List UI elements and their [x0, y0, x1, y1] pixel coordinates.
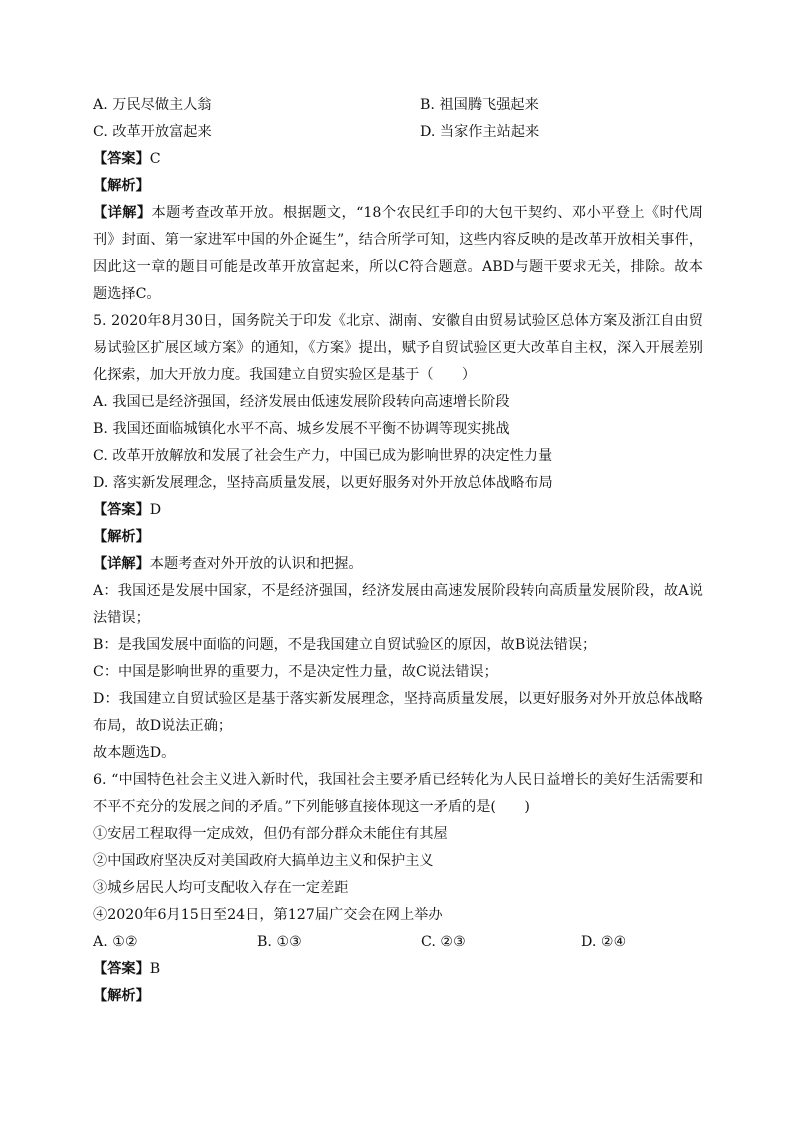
- q4-answer: [93, 146, 703, 173]
- q5-option-b: B. 我国还面临城镇化水平不高、城乡发展不平衡不协调等现实挑战: [93, 421, 510, 437]
- q5-stem: 5. 2020年8月30日，国务院关于印发《北京、湖南、安徽自由贸易试验区总体方案及浙江自由贸易试验区扩展区域方案》的通知，《方案》提出，赋予自贸试验区更大改革自主权，深入开展差别化探索，加大开放力度。我国建立自贸实验区是基于（ ）: [93, 313, 703, 383]
- q6-answer-tag: 【答案】: [93, 961, 150, 977]
- q4-option-c: C. 改革开放富起来: [93, 124, 212, 140]
- q4-options-row-1: [93, 92, 703, 119]
- q4-detail: [93, 200, 703, 308]
- q5-detail-tag: 【详解】: [93, 556, 150, 572]
- q5-answer: [93, 497, 703, 524]
- q6-item-1: ①安居工程取得一定成效，但仍有部分群众未能住有其屋: [93, 826, 448, 842]
- q6-answer-value: B: [149, 961, 161, 977]
- q6-analysis-tag: 【解析】: [93, 988, 150, 1004]
- q4-detail-tag: 【详解】: [93, 205, 152, 221]
- q6-option-b: B. ①③: [257, 934, 302, 950]
- q5-detail: [93, 551, 703, 578]
- q4-analysis-heading: [93, 173, 703, 200]
- q4-answer-value: C: [149, 151, 161, 167]
- q4-options-row-2: [93, 119, 703, 146]
- q5-analysis-a: A：我国还是发展中国家，不是经济强国，经济发展由高速发展阶段转向高质量发展阶段，故A说法错误；: [93, 583, 703, 626]
- q5-analysis-tag: 【解析】: [93, 529, 150, 545]
- q6-option-c: C. ②③: [421, 934, 466, 950]
- q5-analysis-c: C：中国是影响世界的重要力，不是决定性力量，故C说法错误；: [93, 664, 498, 680]
- q6-options-row: [93, 929, 703, 956]
- q5-option-d: D. 落实新发展理念，坚持高质量发展，以更好服务对外开放总体战略布局: [93, 475, 553, 491]
- document-page: [93, 92, 703, 1010]
- q5-option-a: A. 我国已是经济强国，经济发展由低速发展阶段转向高速增长阶段: [93, 394, 510, 410]
- q5-answer-tag: 【答案】: [93, 502, 150, 518]
- q5-conclusion: 故本题选D。: [93, 745, 176, 761]
- q5-analysis-b: B：是我国发展中面临的问题，不是我国建立自贸试验区的原因，故B说法错误；: [93, 637, 597, 653]
- q4-option-b: B. 祖国腾飞强起来: [420, 97, 539, 113]
- q4-option-d: D. 当家作主站起来: [420, 124, 540, 140]
- q4-detail-text: 本题考查改革开放。根据题文，“18个农民红手印的大包干契约、邓小平登上《时代周刊》封面、第一家进军中国的外企诞生”，结合所学可知，这些内容反映的是改革开放相关事件，因此这一章的题目可能是改革开放富起来，所以C符合题意。ABD与题干要求无关，排除。故本题选择C。: [93, 205, 703, 302]
- q4-answer-tag: 【答案】: [93, 151, 150, 167]
- q5-analysis-d: D：我国建立自贸试验区是基于落实新发展理念，坚持高质量发展，以更好服务对外开放总体战略布局，故D说法正确；: [93, 691, 703, 734]
- q6-item-4: ④2020年6月15日至24日，第127届广交会在网上举办: [93, 907, 443, 923]
- q4-option-a: A. 万民尽做主人翁: [93, 97, 212, 113]
- q6-item-2: ②中国政府坚决反对美国政府大搞单边主义和保护主义: [93, 853, 434, 869]
- q6-analysis-heading: [93, 983, 703, 1010]
- q6-answer: [93, 956, 703, 983]
- q6-option-a: A. ①②: [93, 934, 138, 950]
- q5-answer-value: D: [149, 502, 162, 518]
- q5-analysis-heading: [93, 524, 703, 551]
- q6-option-d: D. ②④: [581, 934, 627, 950]
- q5-option-c: C. 改革开放解放和发展了社会生产力，中国已成为影响世界的决定性力量: [93, 448, 553, 464]
- q6-item-3: ③城乡居民人均可支配收入存在一定差距: [93, 880, 349, 896]
- q6-stem: 6. “中国特色社会主义进入新时代，我国社会主要矛盾已经转化为人民日益增长的美好生活需要和不平不充分的发展之间的矛盾。”下列能够直接体现这一矛盾的是( ): [93, 772, 703, 815]
- q5-detail-text: 本题考查对外开放的认识和把握。: [149, 556, 363, 572]
- q4-analysis-tag: 【解析】: [93, 178, 150, 194]
